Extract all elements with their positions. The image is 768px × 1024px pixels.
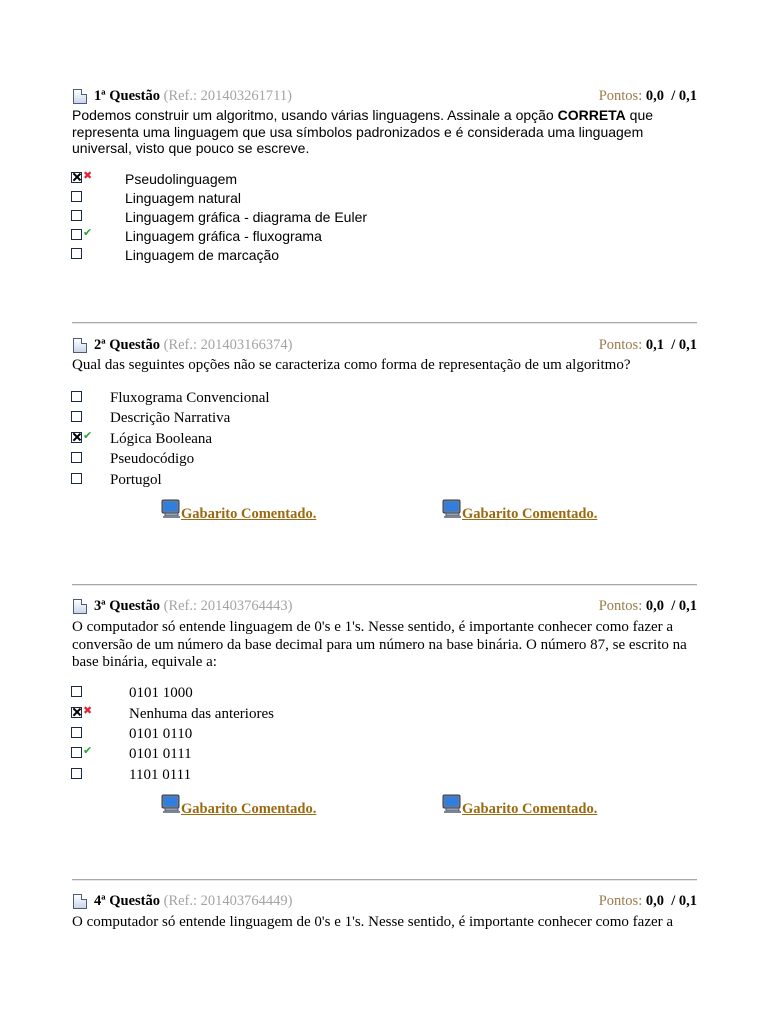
document-icon [73, 338, 87, 353]
checkbox[interactable] [71, 452, 82, 463]
question-1-statement: Podemos construir um algoritmo, usando várias linguagens. Assinale a opção CORRETA que representa uma linguagem que usa símbolos padronizados e é considerada uma linguagem universal, visto que pouco se escreve. [72, 107, 654, 156]
checkbox[interactable] [71, 768, 82, 779]
checkbox[interactable] [71, 686, 82, 697]
question-4-header [72, 893, 697, 913]
checkbox[interactable] [71, 432, 82, 443]
checkbox[interactable] [71, 391, 82, 402]
checkbox[interactable] [71, 191, 82, 202]
checkbox[interactable] [71, 248, 82, 259]
green-check-icon: ✔ [83, 226, 93, 239]
question-ref: (Ref.: 201403166374) [163, 337, 293, 353]
green-check-icon: ✔ [83, 744, 93, 757]
checkbox[interactable] [71, 473, 82, 484]
question-4-statement: O computador só entende linguagem de 0's e 1's. Nesse sentido, é importante conhecer como fazer a [72, 914, 674, 930]
question-number: 4ª Questão (Ref.: 201403764449) [94, 893, 293, 909]
question-ref: (Ref.: 201403764449) [163, 893, 293, 909]
computer-monitor-icon [441, 499, 463, 519]
question-number: 3ª Questão (Ref.: 201403764443) [94, 598, 293, 614]
question-3-statement: O computador só entende linguagem de 0's e 1's. Nesse sentido, é importante conhecer como fazer a conversão de um número da base decimal para um número na base binária. O número 87, se escrito na base binária, equivale a: [72, 619, 687, 670]
checkbox[interactable] [71, 747, 82, 758]
red-x-icon: ✖ [83, 169, 93, 182]
computer-monitor-icon [160, 794, 182, 814]
question-3-header [72, 598, 697, 618]
divider [72, 879, 697, 881]
green-check-icon: ✔ [83, 429, 93, 442]
divider [72, 322, 697, 324]
checkbox[interactable] [71, 411, 82, 422]
points: Pontos: 0,0 / 0,1 [598, 598, 697, 614]
question-number: 2ª Questão (Ref.: 201403166374) [94, 337, 293, 353]
computer-monitor-icon [160, 499, 182, 519]
document-icon [73, 89, 87, 104]
checkbox[interactable] [71, 172, 82, 183]
document-icon [73, 599, 87, 614]
points: Pontos: 0,0 / 0,1 [598, 893, 697, 909]
checkbox[interactable] [71, 727, 82, 738]
question-ref: (Ref.: 201403261711) [163, 88, 292, 104]
computer-monitor-icon [441, 794, 463, 814]
checkbox[interactable] [71, 210, 82, 221]
checkbox[interactable] [71, 707, 82, 718]
divider [72, 584, 697, 586]
points: Pontos: 0,0 / 0,1 [598, 88, 697, 104]
question-number: 1ª Questão (Ref.: 201403261711) [94, 88, 292, 104]
document-icon [73, 894, 87, 909]
question-2-header [72, 337, 697, 357]
question-ref: (Ref.: 201403764443) [163, 598, 293, 614]
checkbox[interactable] [71, 229, 82, 240]
question-1-header [72, 88, 697, 108]
points: Pontos: 0,1 / 0,1 [598, 337, 697, 353]
red-x-icon: ✖ [83, 704, 93, 717]
question-2-statement: Qual das seguintes opções não se caracteriza como forma de representação de um algoritmo? [72, 357, 631, 373]
